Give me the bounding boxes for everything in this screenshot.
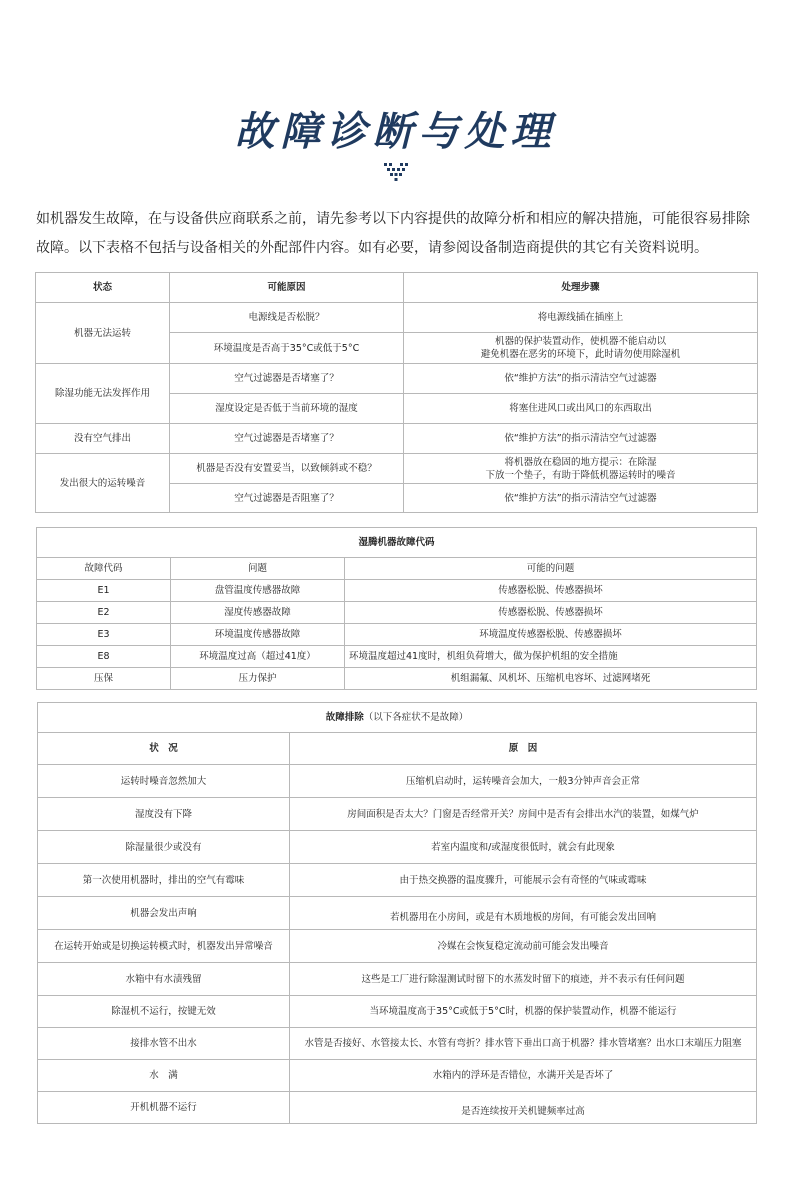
table-title	[38, 703, 757, 733]
step-cell: 将机器放在稳固的地方提示：在除湿 下放一个垫子，有助于降低机器运转时的噪音	[404, 454, 758, 484]
table-row	[36, 303, 758, 333]
table-header: 处理步骤	[404, 273, 758, 303]
step-cell: 依“维护方法”的指示清洁空气过滤器	[404, 484, 758, 513]
situation-cell: 机器会发出声响	[38, 897, 290, 930]
cause-cell: 环境温度传感器松脱、传感器损坏	[345, 624, 757, 646]
table-row	[38, 1092, 757, 1124]
table-row	[38, 1060, 757, 1092]
table-row	[37, 602, 757, 624]
step-cell: 依“维护方法”的指示清洁空气过滤器	[404, 424, 758, 454]
table-header: 状 况	[38, 733, 290, 765]
situation-cell: 第一次使用机器时，排出的空气有霉味	[38, 864, 290, 897]
cause-cell: 机器是否没有安置妥当，以致倾斜或不稳？	[170, 454, 404, 484]
cause-cell: 电源线是否松脱？	[170, 303, 404, 333]
situation-cell: 运转时噪音忽然加大	[38, 765, 290, 798]
table-row	[36, 454, 758, 484]
table-row	[38, 897, 757, 930]
table-row	[37, 624, 757, 646]
reason-cell: 水箱内的浮环是否错位，水满开关是否坏了	[290, 1060, 757, 1092]
table-row	[38, 765, 757, 798]
table-row	[38, 996, 757, 1028]
problem-cell: 湿度传感器故障	[171, 602, 345, 624]
problem-cell: 环境温度传感器故障	[171, 624, 345, 646]
reason-cell: 这些是工厂进行除湿测试时留下的水蒸发时留下的痕迹，并不表示有任何问题	[290, 963, 757, 996]
cause-cell: 环境温度超过41度时，机组负荷增大，做为保护机组的安全措施	[345, 646, 757, 668]
table-header: 可能的问题	[345, 558, 757, 580]
table-row	[37, 668, 757, 690]
reason-cell: 房间面积是否太大？门窗是否经常开关？房间中是否有会排出水汽的装置，如煤气炉	[290, 798, 757, 831]
situation-cell: 除湿机不运行，按键无效	[38, 996, 290, 1028]
reason-cell: 由于热交换器的温度骤升，可能展示会有奇怪的气味或霉味	[290, 864, 757, 897]
situation-cell: 水 满	[38, 1060, 290, 1092]
situation-cell: 接排水管不出水	[38, 1028, 290, 1060]
cause-cell: 空气过滤器是否堵塞了？	[170, 424, 404, 454]
situation-cell: 除湿量很少或没有	[38, 831, 290, 864]
table-row	[36, 424, 758, 454]
reason-cell: 是否连续按开关机键频率过高	[290, 1092, 757, 1124]
code-cell: E8	[37, 646, 171, 668]
table-title: 湿腾机器故障代码	[37, 528, 757, 558]
table-row	[37, 580, 757, 602]
status-cell: 除湿功能无法发挥作用	[36, 364, 170, 424]
cause-cell: 空气过滤器是否堵塞了？	[170, 364, 404, 394]
problem-cell: 压力保护	[171, 668, 345, 690]
table-header: 状态	[36, 273, 170, 303]
cause-cell: 机组漏氟、风机坏、压缩机电容坏、过滤网堵死	[345, 668, 757, 690]
reason-cell: 若机器用在小房间，或是有木质地板的房间，有可能会发出回响	[290, 897, 757, 930]
cause-cell: 环境温度是否高于35°C或低于5°C	[170, 333, 404, 364]
situation-cell: 在运转开始或是切换运转模式时，机器发出异常噪音	[38, 930, 290, 963]
table-row	[38, 831, 757, 864]
step-cell: 将电源线插在插座上	[404, 303, 758, 333]
cause-cell: 空气过滤器是否阻塞了？	[170, 484, 404, 513]
table-header: 故障代码	[37, 558, 171, 580]
page-title: 故障诊断与处理	[234, 109, 557, 155]
cause-cell: 传感器松脱、传感器损坏	[345, 602, 757, 624]
cause-cell: 湿度设定是否低于当前环境的湿度	[170, 394, 404, 424]
reason-cell: 当环境温度高于35°C或低于5°C时，机器的保护装置动作，机器不能运行	[290, 996, 757, 1028]
table-row	[36, 364, 758, 394]
code-cell: E2	[37, 602, 171, 624]
code-cell: 压保	[37, 668, 171, 690]
intro-paragraph: 如机器发生故障，在与设备供应商联系之前，请先参考以下内容提供的故障分析和相应的解决措施，可能很容易排除故障。以下表格不包括与设备相关的外配部件内容。如有必要，请参阅设备制造商提供的其它有关资料说明。	[36, 211, 750, 256]
table-row	[38, 1028, 757, 1060]
step-cell: 将塞住进风口或出风口的东西取出	[404, 394, 758, 424]
status-cell: 发出很大的运转噪音	[36, 454, 170, 513]
table-title-main: 故障排除	[325, 712, 364, 723]
troubleshooting-table	[35, 272, 758, 513]
problem-cell: 盘管温度传感器故障	[171, 580, 345, 602]
table-header: 原 因	[290, 733, 757, 765]
situation-cell: 湿度没有下降	[38, 798, 290, 831]
reason-cell: 若室内温度和/或湿度很低时，就会有此现象	[290, 831, 757, 864]
chevron-down-icon	[383, 162, 409, 184]
table-row	[38, 930, 757, 963]
table-header: 问题	[171, 558, 345, 580]
cause-cell: 传感器松脱、传感器损坏	[345, 580, 757, 602]
reason-cell: 冷媒在会恢复稳定流动前可能会发出噪音	[290, 930, 757, 963]
step-cell: 依“维护方法”的指示清洁空气过滤器	[404, 364, 758, 394]
symptoms-table	[37, 702, 757, 1124]
reason-cell: 压缩机启动时，运转噪音会加大，一般3分钟声音会正常	[290, 765, 757, 798]
table-row	[38, 864, 757, 897]
code-cell: E3	[37, 624, 171, 646]
code-cell: E1	[37, 580, 171, 602]
table-row	[38, 798, 757, 831]
table-row	[38, 963, 757, 996]
error-code-table	[36, 527, 757, 690]
situation-cell: 水箱中有水渍残留	[38, 963, 290, 996]
status-cell: 没有空气排出	[36, 424, 170, 454]
problem-cell: 环境温度过高（超过41度）	[171, 646, 345, 668]
table-header: 可能原因	[170, 273, 404, 303]
situation-cell: 开机机器不运行	[38, 1092, 290, 1124]
table-row	[37, 646, 757, 668]
status-cell: 机器无法运转	[36, 303, 170, 364]
reason-cell: 水管是否接好、水管接太长、水管有弯折？排水管下垂出口高于机器？排水管堵塞？出水口末端压力阻塞	[290, 1028, 757, 1060]
table-title-note: （以下各症状不是故障）	[363, 712, 469, 723]
step-cell: 机器的保护装置动作，使机器不能启动以 避免机器在恶劣的环境下，此时请勿使用除湿机	[404, 333, 758, 364]
